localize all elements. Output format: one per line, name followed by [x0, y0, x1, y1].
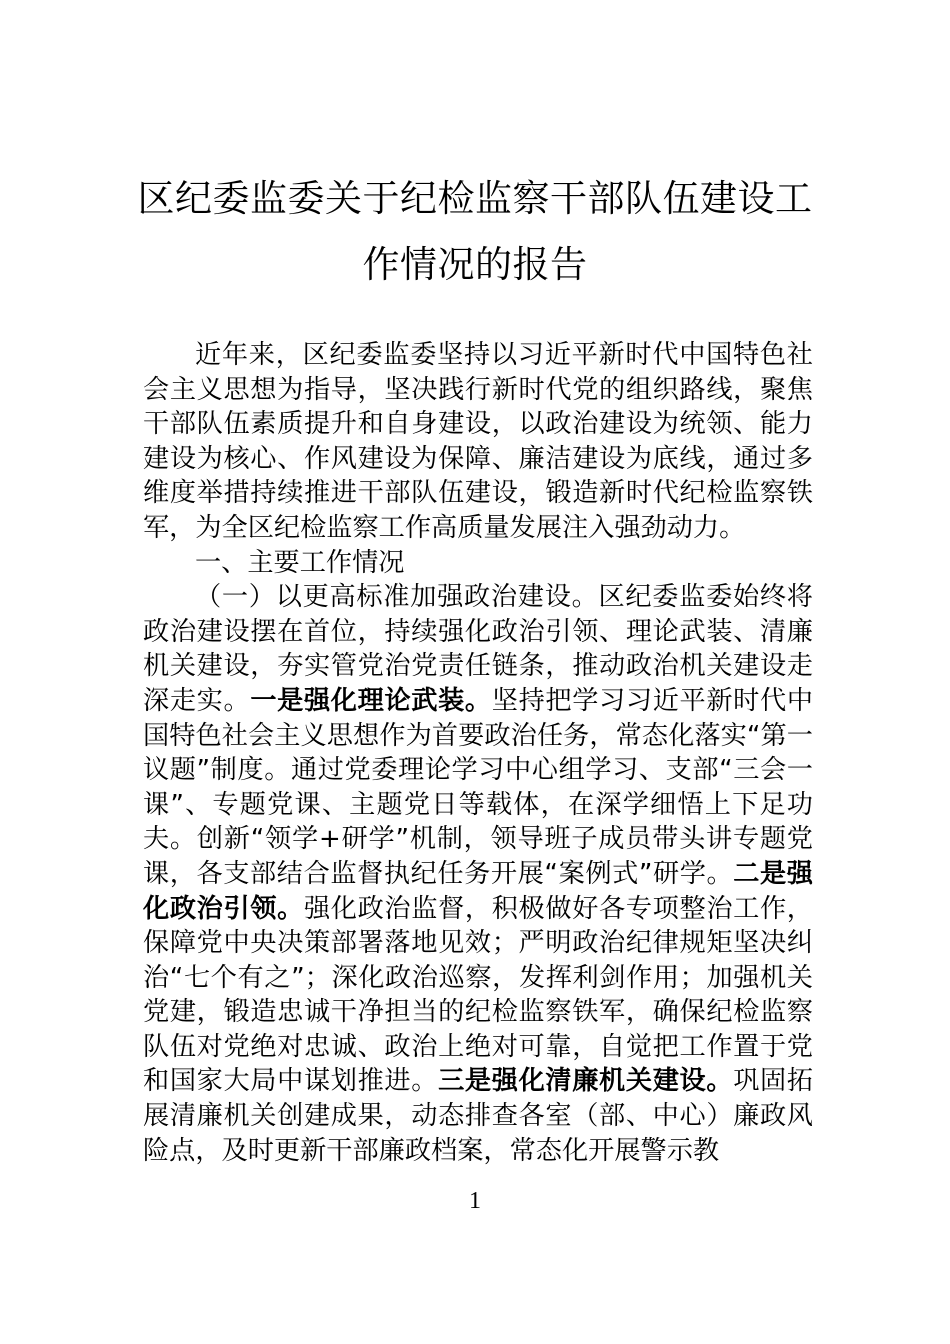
point-2-label: 二是强化政治引领。	[143, 858, 813, 924]
point-1-text: 坚持把学习习近平新时代中国特色社会主义思想作为首要政治任务，常态化落实“第一议题”制度。通过党委理论学习中心组学习、支部“三会一课”、专题党课、主题党日等载体，在深学细悟上下足功夫。创新“领学+研学”机制，领导班子成员带头讲专题党课，各支部结合监督执纪任务开展“案例式”研学。	[143, 685, 814, 889]
point-3-label: 三是强化清廉机关建设。	[438, 1066, 734, 1097]
page-number: 1	[469, 1188, 481, 1214]
title-line-2: 作情况的报告	[362, 243, 588, 286]
intro-paragraph: 近年来，区纪委监委坚持以习近平新时代中国特色社会主义思想为指导，坚决践行新时代党的组织路线，聚焦干部队伍素质提升和自身建设，以政治建设为统领、能力建设为核心、作风建设为保障、廉洁建设为底线，通过多维度举措持续推进干部队伍建设，锻造新时代纪检监察铁军，为全区纪检监察工作高质量发展注入强劲动力。	[143, 340, 813, 543]
document-body	[143, 338, 813, 1168]
section-heading: 一、主要工作情况	[195, 547, 405, 578]
point-1-label: 一是强化理论武装。	[250, 685, 492, 716]
point-3-text: 巩固拓展清廉机关创建成果，动态排查各室（部、中心）廉政风险点，及时更新干部廉政档案，常态化开展警示教	[143, 1066, 814, 1166]
point-2-text: 强化政治监督，积极做好各专项整治工作，保障党中央决策部署落地见效；严明政治纪律规矩坚决纠治“七个有之”；深化政治巡察，发挥利剑作用；加强机关党建，锻造忠诚干净担当的纪检监察铁军，确保纪检监察队伍对党绝对忠诚、政治上绝对可靠，自觉把工作置于党和国家大局中谋划推进。	[143, 893, 813, 1097]
subsection-paragraph	[143, 580, 813, 1168]
document-title	[130, 166, 820, 298]
title-line-1: 区纪委监委关于纪检监察干部队伍建设工	[137, 177, 813, 220]
subsection-text: （一）以更高标准加强政治建设。区纪委监委始终将政治建设摆在首位，持续强化政治引领、理论武装、清廉机关建设，夯实管党治党责任链条，推动政治机关建设走深走实。	[143, 582, 813, 716]
